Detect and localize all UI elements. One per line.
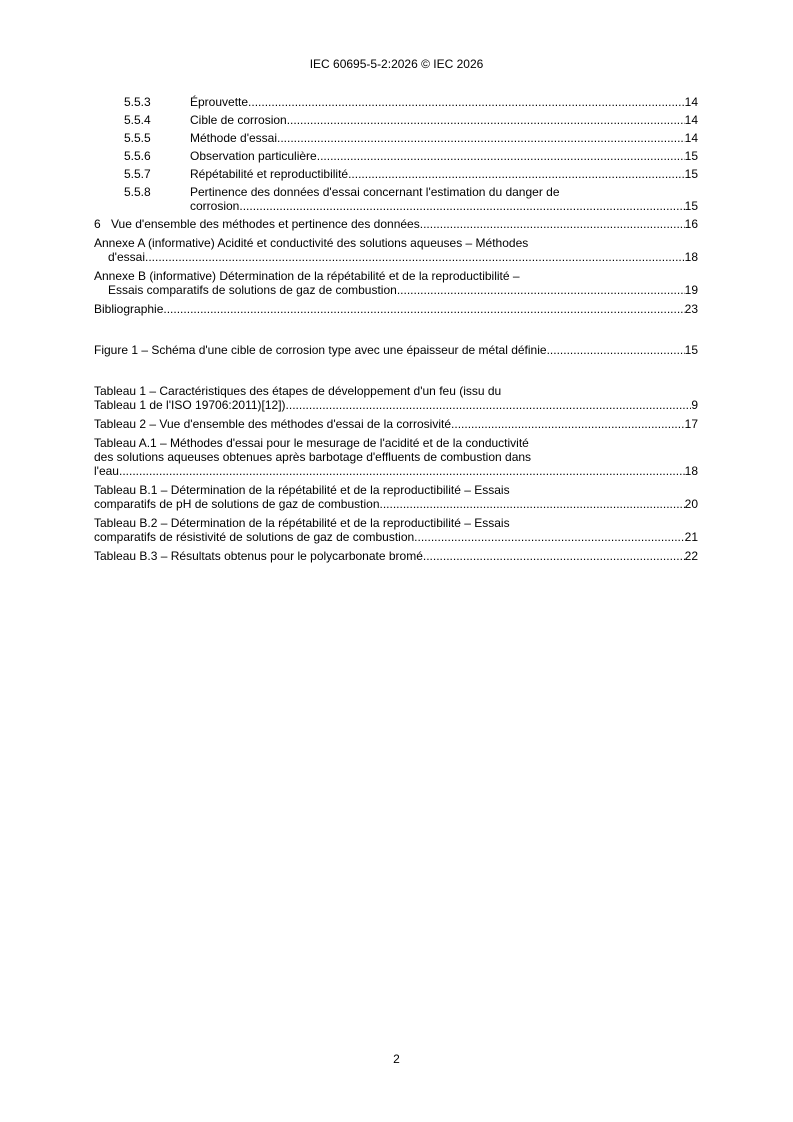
toc-title-continuation: des solutions aqueuses obtenues après barbotage d'effluents de combustion dans	[94, 450, 532, 464]
toc-title: Tableau B.1 – Détermination de la répétabilité et de la reproductibilité – Essais	[94, 483, 510, 497]
toc-number: 5.5.5	[124, 131, 151, 145]
toc-title-continuation: Essais comparatifs de solutions de gaz de combustion	[108, 283, 397, 297]
toc-page: 22	[684, 549, 698, 563]
toc-page: 15	[684, 199, 698, 213]
toc-leader-dots	[239, 199, 684, 213]
toc-page: 15	[684, 149, 698, 163]
toc-entry-5-5-5[interactable]	[94, 131, 698, 145]
toc-entry-tableau-b-1[interactable]	[94, 483, 698, 511]
toc-page: 23	[684, 302, 698, 316]
toc-entry-5-5-3[interactable]	[94, 95, 698, 109]
toc-leader-dots	[145, 250, 685, 264]
toc-leader-dots	[414, 530, 684, 544]
toc-entry-tableau-b-2[interactable]	[94, 516, 698, 544]
toc-leader-dots	[397, 283, 685, 297]
toc-title-continuation: d'essai	[108, 250, 145, 264]
toc-title-continuation: comparatifs de résistivité de solutions de gaz de combustion	[94, 530, 415, 544]
toc-title: Tableau B.2 – Détermination de la répétabilité et de la reproductibilité – Essais	[94, 516, 510, 530]
toc-page: 15	[684, 167, 698, 181]
toc-leader-dots	[348, 167, 685, 181]
toc-leader-dots	[420, 217, 685, 231]
toc-leader-dots	[451, 417, 685, 431]
toc-page: 14	[684, 95, 698, 109]
toc-leader-dots	[277, 131, 685, 145]
toc-page: 14	[684, 131, 698, 145]
toc-title: Annexe B (informative) Détermination de la répétabilité et de la reproductibilité –	[94, 269, 520, 283]
toc-number: 5.5.6	[124, 149, 151, 163]
toc-entry-figure-1[interactable]	[94, 343, 698, 357]
toc-entry-5-5-7[interactable]	[94, 167, 698, 181]
toc-number: 5.5.8	[124, 185, 151, 199]
toc-leader-dots	[248, 95, 685, 109]
toc-page: 19	[684, 283, 698, 297]
toc-number: 6	[94, 217, 101, 231]
toc-page: 16	[684, 217, 698, 231]
toc-entry-tableau-1[interactable]	[94, 384, 698, 412]
toc-number: 5.5.7	[124, 167, 151, 181]
toc-title: Répétabilité et reproductibilité	[190, 167, 349, 181]
toc-entry-annexe-b[interactable]	[94, 269, 698, 297]
toc-entry-5-5-4[interactable]	[94, 113, 698, 127]
toc-title: Vue d'ensemble des méthodes et pertinence des données	[111, 217, 420, 231]
toc-entry-tableau-a-1[interactable]	[94, 436, 698, 478]
toc-page: 9	[691, 398, 698, 412]
toc-leader-dots	[163, 302, 684, 316]
toc-leader-dots	[423, 549, 685, 563]
toc-leader-dots	[547, 343, 685, 357]
toc-page: 18	[684, 464, 698, 478]
toc-title: Figure 1 – Schéma d'une cible de corrosion type avec une épaisseur de métal définie	[94, 343, 547, 357]
toc-title-continuation: comparatifs de pH de solutions de gaz de combustion	[94, 497, 380, 511]
table-of-contents	[94, 95, 698, 563]
toc-leader-dots	[287, 113, 685, 127]
toc-title: Éprouvette	[190, 95, 249, 109]
toc-leader-dots	[317, 149, 685, 163]
toc-page: 14	[684, 113, 698, 127]
toc-page: 18	[684, 250, 698, 264]
toc-entry-6[interactable]	[94, 217, 698, 231]
toc-title: Cible de corrosion	[190, 113, 287, 127]
toc-title-continuation: corrosion	[190, 199, 240, 213]
toc-title: Annexe A (informative) Acidité et conductivité des solutions aqueuses – Méthodes	[94, 236, 529, 250]
toc-entry-tableau-2[interactable]	[94, 417, 698, 431]
toc-page: 15	[684, 343, 698, 357]
toc-page: 21	[684, 530, 698, 544]
page-header: IEC 60695-5-2:2026 © IEC 2026	[309, 57, 484, 71]
toc-number: 5.5.4	[124, 113, 151, 127]
toc-title: Tableau 1 – Caractéristiques des étapes de développement d'un feu (issu du	[94, 384, 502, 398]
toc-entry-5-5-8[interactable]	[94, 185, 698, 213]
toc-title: Tableau 2 – Vue d'ensemble des méthodes d'essai de la corrosivité	[94, 417, 452, 431]
toc-entry-annexe-a[interactable]	[94, 236, 698, 264]
toc-page: 17	[684, 417, 698, 431]
toc-title-continuation: l'eau	[94, 464, 119, 478]
toc-title: Bibliographie	[94, 302, 164, 316]
toc-page: 20	[684, 497, 698, 511]
page-number: 2	[393, 1052, 400, 1066]
toc-number: 5.5.3	[124, 95, 151, 109]
toc-entry-tableau-b-3[interactable]	[94, 549, 698, 563]
toc-leader-dots	[380, 497, 685, 511]
toc-entry-5-5-6[interactable]	[94, 149, 698, 163]
toc-title: Observation particulière	[190, 149, 317, 163]
toc-title: Tableau B.3 – Résultats obtenus pour le polycarbonate bromé	[94, 549, 423, 563]
toc-leader-dots	[119, 464, 685, 478]
toc-leader-dots	[286, 398, 692, 412]
toc-title: Tableau A.1 – Méthodes d'essai pour le mesurage de l'acidité et de la conductivité	[94, 436, 529, 450]
toc-title: Pertinence des données d'essai concernant l'estimation du danger de	[190, 185, 560, 199]
toc-entry-bibliographie[interactable]	[94, 302, 698, 316]
toc-title-continuation: Tableau 1 de l'ISO 19706:2011)[12])	[94, 398, 286, 412]
toc-title: Méthode d'essai	[190, 131, 278, 145]
